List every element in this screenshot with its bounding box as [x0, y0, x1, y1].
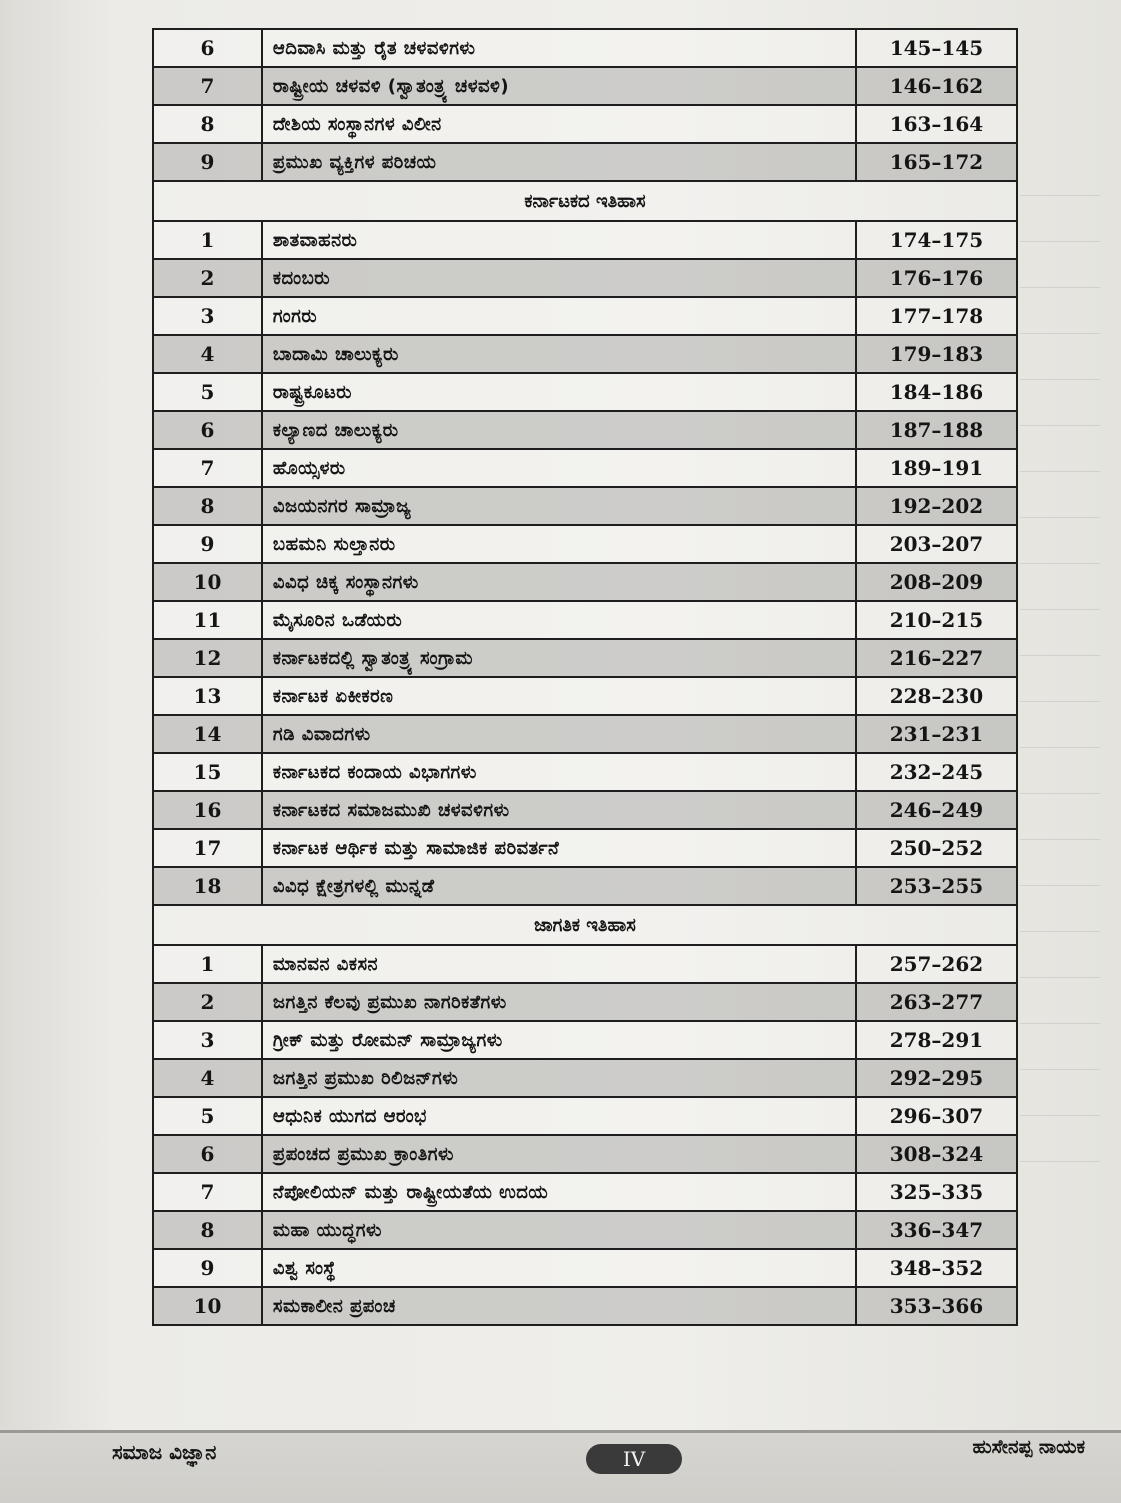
chapter-number: 3 [153, 297, 262, 335]
table-row [153, 335, 1017, 373]
table-row [153, 677, 1017, 715]
toc-body [153, 29, 1017, 1325]
table-row [153, 1249, 1017, 1287]
table-row [153, 221, 1017, 259]
chapter-title: ಜಗತ್ತಿನ ಕೆಲವು ಪ್ರಮುಖ ನಾಗರಿಕತೆಗಳು [262, 983, 856, 1021]
chapter-number: 8 [153, 105, 262, 143]
page-range: 246–249 [856, 791, 1017, 829]
table-row [153, 639, 1017, 677]
page-range: 232–245 [856, 753, 1017, 791]
chapter-title: ವಿಶ್ವ ಸಂಸ್ಥೆ [262, 1249, 856, 1287]
table-row [153, 1021, 1017, 1059]
chapter-title: ಕದಂಬರು [262, 259, 856, 297]
chapter-title: ಕರ್ನಾಟಕ ಏಕೀಕರಣ [262, 677, 856, 715]
table-row [153, 983, 1017, 1021]
chapter-number: 6 [153, 411, 262, 449]
page-range: 184–186 [856, 373, 1017, 411]
chapter-title: ಮೈಸೂರಿನ ಒಡೆಯರು [262, 601, 856, 639]
section-heading-row [153, 905, 1017, 945]
author-name: ಹುಸೇನಪ್ಪ ನಾಯಕ [972, 1436, 1085, 1458]
chapter-title: ಪ್ರಮುಖ ವ್ಯಕ್ತಿಗಳ ಪರಿಚಯ [262, 143, 856, 181]
table-row [153, 373, 1017, 411]
chapter-title: ಗಡಿ ವಿವಾದಗಳು [262, 715, 856, 753]
page-range: 292–295 [856, 1059, 1017, 1097]
chapter-number: 11 [153, 601, 262, 639]
page-range: 278–291 [856, 1021, 1017, 1059]
chapter-title: ಬಹಮನಿ ಸುಲ್ತಾನರು [262, 525, 856, 563]
chapter-number: 10 [153, 1287, 262, 1325]
table-row [153, 715, 1017, 753]
page-range: 308–324 [856, 1135, 1017, 1173]
chapter-number: 3 [153, 1021, 262, 1059]
table-row [153, 487, 1017, 525]
chapter-title: ಆಧುನಿಕ ಯುಗದ ಆರಂಭ [262, 1097, 856, 1135]
chapter-number: 12 [153, 639, 262, 677]
chapter-number: 1 [153, 221, 262, 259]
chapter-title: ಕರ್ನಾಟಕದ ಸಮಾಜಮುಖಿ ಚಳವಳಿಗಳು [262, 791, 856, 829]
chapter-number: 14 [153, 715, 262, 753]
chapter-number: 4 [153, 1059, 262, 1097]
table-row [153, 753, 1017, 791]
chapter-title: ವಿವಿಧ ಚಿಕ್ಕ ಸಂಸ್ಥಾನಗಳು [262, 563, 856, 601]
chapter-title: ಮಾನವನ ವಿಕಸನ [262, 945, 856, 983]
table-of-contents [152, 28, 1018, 1326]
table-row [153, 67, 1017, 105]
page-range: 325–335 [856, 1173, 1017, 1211]
chapter-title: ಶಾತವಾಹನರು [262, 221, 856, 259]
table-row [153, 867, 1017, 905]
chapter-number: 1 [153, 945, 262, 983]
table-row [153, 1211, 1017, 1249]
chapter-number: 13 [153, 677, 262, 715]
table-row [153, 29, 1017, 67]
table-row [153, 1059, 1017, 1097]
chapter-title: ಮಹಾ ಯುದ್ಧಗಳು [262, 1211, 856, 1249]
page-range: 263–277 [856, 983, 1017, 1021]
chapter-title: ಕರ್ನಾಟಕದಲ್ಲಿ ಸ್ವಾತಂತ್ರ್ಯ ಸಂಗ್ರಾಮ [262, 639, 856, 677]
page-range: 176–176 [856, 259, 1017, 297]
chapter-title: ಕಲ್ಯಾಣದ ಚಾಲುಕ್ಯರು [262, 411, 856, 449]
chapter-number: 8 [153, 1211, 262, 1249]
page-range: 187–188 [856, 411, 1017, 449]
page-range: 203–207 [856, 525, 1017, 563]
table-row [153, 601, 1017, 639]
page-range: 163–164 [856, 105, 1017, 143]
chapter-title: ನೆಪೋಲಿಯನ್ ಮತ್ತು ರಾಷ್ಟ್ರೀಯತೆಯ ಉದಯ [262, 1173, 856, 1211]
page-range: 296–307 [856, 1097, 1017, 1135]
chapter-number: 7 [153, 449, 262, 487]
table-row [153, 1097, 1017, 1135]
chapter-number: 10 [153, 563, 262, 601]
chapter-number: 4 [153, 335, 262, 373]
table-row [153, 449, 1017, 487]
page-range: 189–191 [856, 449, 1017, 487]
page-range: 174–175 [856, 221, 1017, 259]
table-row [153, 1173, 1017, 1211]
chapter-number: 5 [153, 373, 262, 411]
chapter-number: 2 [153, 983, 262, 1021]
chapter-title: ಆದಿವಾಸಿ ಮತ್ತು ರೈತ ಚಳವಳಿಗಳು [262, 29, 856, 67]
chapter-title: ರಾಷ್ಟ್ರೀಯ ಚಳವಳಿ (ಸ್ವಾತಂತ್ರ್ಯ ಚಳವಳಿ) [262, 67, 856, 105]
table-row [153, 143, 1017, 181]
chapter-title: ರಾಷ್ಟ್ರಕೂಟರು [262, 373, 856, 411]
page-range: 210–215 [856, 601, 1017, 639]
chapter-title: ಕರ್ನಾಟಕದ ಕಂದಾಯ ವಿಭಾಗಗಳು [262, 753, 856, 791]
page-range: 336–347 [856, 1211, 1017, 1249]
page-range: 179–183 [856, 335, 1017, 373]
page-range: 253–255 [856, 867, 1017, 905]
page-range: 216–227 [856, 639, 1017, 677]
chapter-title: ಹೊಯ್ಸಳರು [262, 449, 856, 487]
chapter-number: 5 [153, 1097, 262, 1135]
chapter-number: 15 [153, 753, 262, 791]
chapter-number: 6 [153, 1135, 262, 1173]
table-row [153, 411, 1017, 449]
page-range: 177–178 [856, 297, 1017, 335]
page-range: 145–145 [856, 29, 1017, 67]
table-row [153, 297, 1017, 335]
chapter-title: ಕರ್ನಾಟಕ ಆರ್ಥಿಕ ಮತ್ತು ಸಾಮಾಜಿಕ ಪರಿವರ್ತನೆ [262, 829, 856, 867]
chapter-number: 7 [153, 1173, 262, 1211]
page-number: IV [586, 1444, 682, 1474]
chapter-number: 9 [153, 525, 262, 563]
chapter-number: 7 [153, 67, 262, 105]
chapter-number: 8 [153, 487, 262, 525]
table-row [153, 791, 1017, 829]
chapter-number: 2 [153, 259, 262, 297]
table-row [153, 1135, 1017, 1173]
chapter-title: ಬಾದಾಮಿ ಚಾಲುಕ್ಯರು [262, 335, 856, 373]
chapter-title: ಪ್ರಪಂಚದ ಪ್ರಮುಖ ಕ್ರಾಂತಿಗಳು [262, 1135, 856, 1173]
chapter-title: ವಿವಿಧ ಕ್ಷೇತ್ರಗಳಲ್ಲಿ ಮುನ್ನಡೆ [262, 867, 856, 905]
page-range: 231–231 [856, 715, 1017, 753]
page-range: 250–252 [856, 829, 1017, 867]
section-heading: ಕರ್ನಾಟಕದ ಇತಿಹಾಸ [153, 181, 1017, 221]
chapter-number: 17 [153, 829, 262, 867]
chapter-number: 16 [153, 791, 262, 829]
page-range: 146–162 [856, 67, 1017, 105]
bleed-through-shadow [1020, 150, 1100, 1150]
chapter-title: ಗಂಗರು [262, 297, 856, 335]
table-row [153, 525, 1017, 563]
chapter-title: ಗ್ರೀಕ್ ಮತ್ತು ರೋಮನ್ ಸಾಮ್ರಾಜ್ಯಗಳು [262, 1021, 856, 1059]
section-heading-row [153, 181, 1017, 221]
page-range: 257–262 [856, 945, 1017, 983]
chapter-title: ದೇಶಿಯ ಸಂಸ್ಥಾನಗಳ ವಿಲೀನ [262, 105, 856, 143]
table-row [153, 829, 1017, 867]
table-row [153, 105, 1017, 143]
chapter-number: 18 [153, 867, 262, 905]
page-range: 208–209 [856, 563, 1017, 601]
page-range: 165–172 [856, 143, 1017, 181]
chapter-title: ವಿಜಯನಗರ ಸಾಮ್ರಾಜ್ಯ [262, 487, 856, 525]
chapter-title: ಜಗತ್ತಿನ ಪ್ರಮುಖ ರಿಲಿಜನ್‌ಗಳು [262, 1059, 856, 1097]
page-range: 348–352 [856, 1249, 1017, 1287]
chapter-number: 9 [153, 143, 262, 181]
chapter-title: ಸಮಕಾಲೀನ ಪ್ರಪಂಚ [262, 1287, 856, 1325]
table-row [153, 259, 1017, 297]
page-range: 353–366 [856, 1287, 1017, 1325]
table-row [153, 563, 1017, 601]
table-row [153, 1287, 1017, 1325]
chapter-number: 9 [153, 1249, 262, 1287]
chapter-number: 6 [153, 29, 262, 67]
book-subject-label: ಸಮಾಜ ವಿಜ್ಞಾನ [112, 1440, 217, 1464]
page-range: 192–202 [856, 487, 1017, 525]
section-heading: ಜಾಗತಿಕ ಇತಿಹಾಸ [153, 905, 1017, 945]
page-range: 228–230 [856, 677, 1017, 715]
table-row [153, 945, 1017, 983]
